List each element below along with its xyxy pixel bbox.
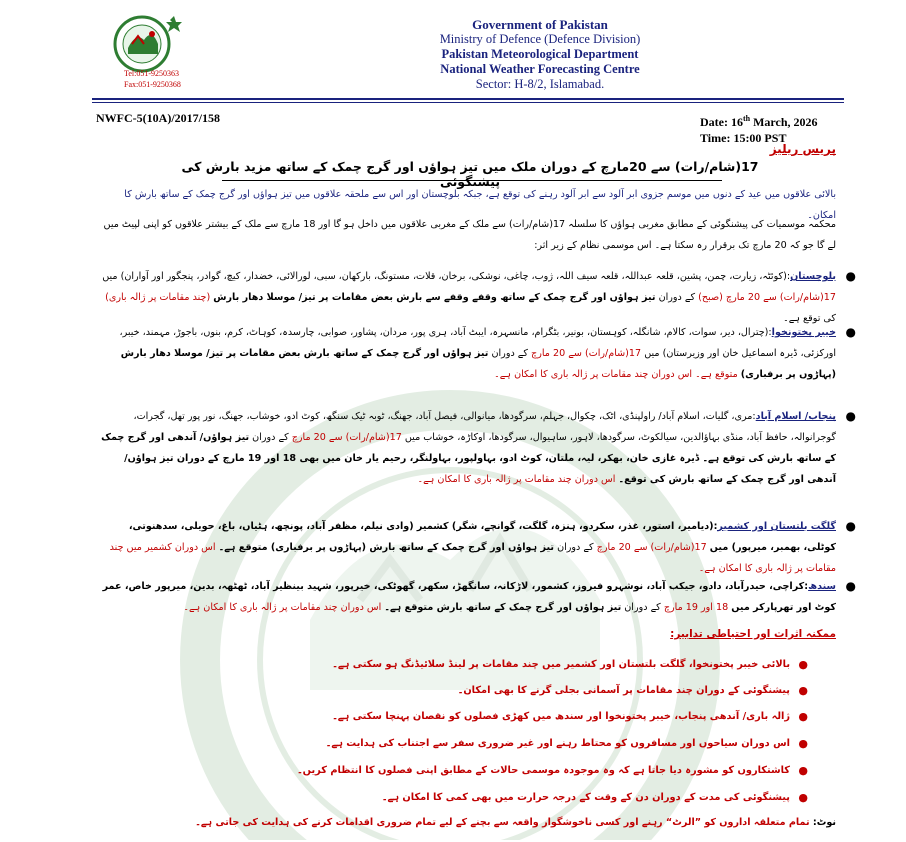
- press-release-label: پریس ریلیز: [769, 142, 836, 156]
- region-gb-kashmir: [100, 516, 856, 579]
- note-label: نوٹ:: [812, 817, 836, 828]
- bullet-icon: ●: [845, 325, 856, 339]
- impact-item: [260, 762, 808, 780]
- region-effect: تیز ہواؤں اور گرج چمک کے ساتھ بارش بعض مقامات پر تیز/ موسلا دھار بارش (پہاڑوں پر برفباری): [120, 348, 836, 380]
- impact-text: پیشنگوئی کی مدت کے دوران دن کے وقت کے درجہ حرارت میں بھی کمی کا امکان ہے۔: [381, 792, 790, 803]
- tel-number: Tel:051-9250363: [124, 69, 179, 78]
- note-text: تمام متعلقہ اداروں کو ”الرٹ“ رہنے اور کسی ناخوشگوار واقعہ سے بچنے کے لیے تمام ضروری اقدامات کرنے کی ہدایت کی جاتی ہے۔: [195, 817, 810, 828]
- impact-item: [260, 735, 808, 753]
- region-period: 17(شام/رات) سے 20 مارچ: [531, 348, 642, 359]
- region-name: گلگت بلتستان اور کشمیر: [717, 521, 836, 532]
- date-rest: March, 2026: [750, 115, 818, 129]
- region-balochistan: [100, 266, 856, 329]
- region-places: :(کوئٹہ، زیارت، چمن، پشین، قلعہ عبداللہ، قلعہ سیف اللہ، ژوب، چاغی، نوشکی، برخان، قلات، مستونگ، بارکھان، سبی، لورالائی، خضدار، کیچ، گوادر، پنجگور اور آواران) میں: [102, 271, 791, 282]
- region-punjab: [100, 406, 856, 490]
- headline: 17(شام/رات) سے 20مارچ کے دوران ملک میں تیز ہواؤں اور گرج چمک کے ساتھ مزید بارش کی پیشنگوئی: [181, 159, 759, 189]
- region-extra: اس دوران کشمیر میں چند مقامات پر ژالہ باری کا امکان ہے۔: [109, 542, 836, 574]
- region-places: :(دیامیر، استور، غذر، سکردو، ہنزہ، گلگت، گوانچے، شگر) کشمیر (وادی نیلم، مظفر آباد، پونچھ، ہٹیاں، باغ، حویلی، سدھنوتی، کوٹلی، بھمبر، میرپور) میں: [128, 521, 836, 553]
- impact-text: پیشنگوئی کے دوران چند مقامات پر آسمانی بجلی گرنے کا بھی امکان۔: [457, 685, 790, 696]
- date-suffix: th: [742, 114, 751, 123]
- region-period: 17(شام/رات) سے 20 مارچ (صبح): [698, 292, 836, 303]
- date-block: [700, 111, 818, 146]
- ministry-name: Ministry of Defence (Defence Division): [439, 32, 641, 46]
- region-extra: (چند مقامات پر ژالہ باری): [105, 292, 211, 303]
- time-line: Time: 15:00 PST: [700, 131, 787, 145]
- region-kp: [100, 322, 856, 385]
- region-effect: تیز ہواؤں/ آندھی اور گرج چمک کے ساتھ بارش کی توقع ہے۔ ڈیرہ غازی خان، بھکر، لیہ، ملتان، کوٹ ادو، بہاولپور، بہاولنگر، رحیم یار خان میں بھی 18 اور 19 مارچ کے دوران تیز ہواؤں/ آندھی اور گرج چمک کے ساتھ بارش کی توقع۔: [101, 432, 836, 485]
- impacts-title: ممکنہ اثرات اور احتیاطی تدابیر:: [670, 628, 836, 640]
- intro-blue: بالائی علاقوں میں عید کے دنوں میں موسم جزوی ابر آلود سے ابر آلود رہنے کی توقع ہے، جبکہ بلوچستان اور اس سے ملحقہ علاقوں میں تیز ہواؤں اور گرج چمک کے ساتھ بارش کا امکان۔: [124, 189, 836, 221]
- region-mid: کے دوران: [491, 348, 528, 359]
- region-places: :کراچی، حیدرآباد، دادو، جیکب آباد، نوشہرو فیروز، کشمور، لاڑکانہ، سانگھڑ، سکھر، گھوٹکی، خیرپور، شہید بینظیر آباد، ٹھٹھہ، بدین، میرپور خاص، عمر کوٹ اور تھرپارکر میں: [102, 581, 836, 613]
- impact-text: بالائی خیبر پختونخوا، گلگت بلتستان اور کشمیر میں چند مقامات پر لینڈ سلائیڈنگ ہو سکتی ہے۔: [332, 659, 790, 670]
- letterhead: [260, 17, 820, 92]
- region-period: 18 اور 19 مارچ: [663, 602, 729, 613]
- region-name: پنجاب/ اسلام آباد: [755, 411, 836, 422]
- region-places: :مری، گلیات، اسلام آباد/ راولپنڈی، اٹک، چکوال، جہلم، سرگودھا، میانوالی، فیصل آباد، جھنگ، ٹوبہ ٹیک سنگھ، کوٹ ادو، خوشاب، جھنگ، نور پور تھل، گجرات، گوجرانوالہ، حافظ آباد، منڈی بہاؤالدین، سیالکوٹ، سرگودھا، لاہور، ساہیوال، سرگودھا، اوکاڑہ، خوشاب میں: [133, 411, 836, 443]
- impact-item: [260, 708, 808, 726]
- region-effect: تیز ہواؤں اور گرج چمک کے ساتھ بارش متوقع ہے۔: [384, 602, 622, 613]
- region-name: خیبر پختونخوا: [771, 327, 836, 338]
- region-mid: کے دوران: [658, 292, 696, 303]
- region-extra: اس دوران چند مقامات پر ژالہ باری کا امکان ہے۔: [417, 474, 616, 485]
- header-divider-thin: [92, 102, 844, 103]
- region-tail: کی توقع ہے۔: [783, 313, 836, 324]
- bullet-icon: ●: [798, 710, 808, 723]
- region-period: 17(شام/رات) سے 20 مارچ: [291, 432, 402, 443]
- impact-text: اس دوران سیاحوں اور مسافروں کو محتاط رہنے اور غیر ضروری سفر سے اجتناب کی ہدایت ہے۔: [325, 738, 790, 749]
- bullet-icon: ●: [845, 579, 856, 593]
- region-mid: کے دوران: [624, 602, 661, 613]
- bullet-icon: ●: [798, 737, 808, 750]
- impact-text: کاشتکاروں کو مشورہ دیا جاتا ہے کہ وہ موجودہ موسمی حالات کے مطابق اپنی فصلوں کا انتظام کریں۔: [296, 765, 790, 776]
- region-extra: اس دوران چند مقامات پر ژالہ باری کا امکان ہے۔: [183, 602, 382, 613]
- bullet-icon: ●: [798, 791, 808, 804]
- region-sindh: [100, 576, 856, 618]
- region-effect: تیز ہواؤں اور گرج چمک کے ساتھ وقفے وقفے سے بارش بعض مقامات پر تیز/ موسلا دھار بارش: [213, 292, 656, 303]
- date-label: Date: 16: [700, 115, 743, 129]
- bullet-icon: ●: [798, 764, 808, 777]
- centre-name: National Weather Forecasting Centre: [440, 62, 640, 76]
- contact-info: [124, 68, 181, 90]
- fax-number: Fax:051-9250368: [124, 80, 181, 89]
- headline-underline: [222, 180, 722, 181]
- impact-item: [260, 656, 808, 674]
- bullet-icon: ●: [798, 658, 808, 671]
- impact-item: [260, 682, 808, 700]
- note: [120, 814, 836, 832]
- impact-text: ژالہ باری/ آندھی پنجاب، خیبر پختونخوا اور سندھ میں کھڑی فصلوں کو نقصان پہنچا سکتی ہے۔: [332, 711, 790, 722]
- department-name: Pakistan Meteorological Department: [441, 47, 639, 61]
- region-effect: تیز ہواؤں اور گرج چمک کے ساتھ بارش (پہاڑوں پر برفباری) متوقع ہے۔: [218, 542, 554, 553]
- bullet-icon: ●: [798, 684, 808, 697]
- region-mid: کے دوران: [557, 542, 594, 553]
- region-name: بلوچستان: [790, 271, 836, 282]
- bullet-icon: ●: [845, 519, 856, 533]
- impact-item: [260, 789, 808, 807]
- bullet-icon: ●: [845, 269, 856, 283]
- region-extra: متوقع ہے۔ اس دوران چند مقامات پر ژالہ باری کا امکان ہے۔: [494, 369, 738, 380]
- region-name: سندھ: [808, 581, 836, 592]
- region-period: 17(شام/رات) سے 20 مارچ: [596, 542, 707, 553]
- date-line: [700, 111, 818, 130]
- region-places: :(چترال، دیر، سوات، کالام، شانگلہ، کوہستان، بونیر، بٹگرام، مانسہرہ، ایبٹ آباد، ہری پور، مردان، پشاور، صوابی، چارسدہ، کوہاٹ، کرم، بنوں، باجوڑ، مہمند، خیبر، اورکزئی، ڈیرہ اسماعیل خان اور وزیرستان) میں: [119, 327, 836, 359]
- org-name: Government of Pakistan: [472, 17, 608, 32]
- address: Sector: H-8/2, Islamabad.: [475, 77, 605, 91]
- bullet-icon: ●: [845, 409, 856, 423]
- region-mid: کے دوران: [252, 432, 289, 443]
- reference-number: NWFC-5(10A)/2017/158: [96, 111, 220, 125]
- intro-paragraph: محکمہ موسمیات کی پیشنگوئی کے مطابق مغربی ہواؤں کا سلسلہ 17(شام/رات) سے ملک کے مغربی علاقوں میں داخل ہو گا اور 18 مارچ سے ملک کے بیشتر علاقوں کو اپنی لپیٹ میں لے گا جو کہ 20 مارچ تک برقرار رہ سکتا ہے۔ اس موسمی نظام کے زیر اثر:: [103, 219, 836, 251]
- header-divider: [92, 98, 844, 100]
